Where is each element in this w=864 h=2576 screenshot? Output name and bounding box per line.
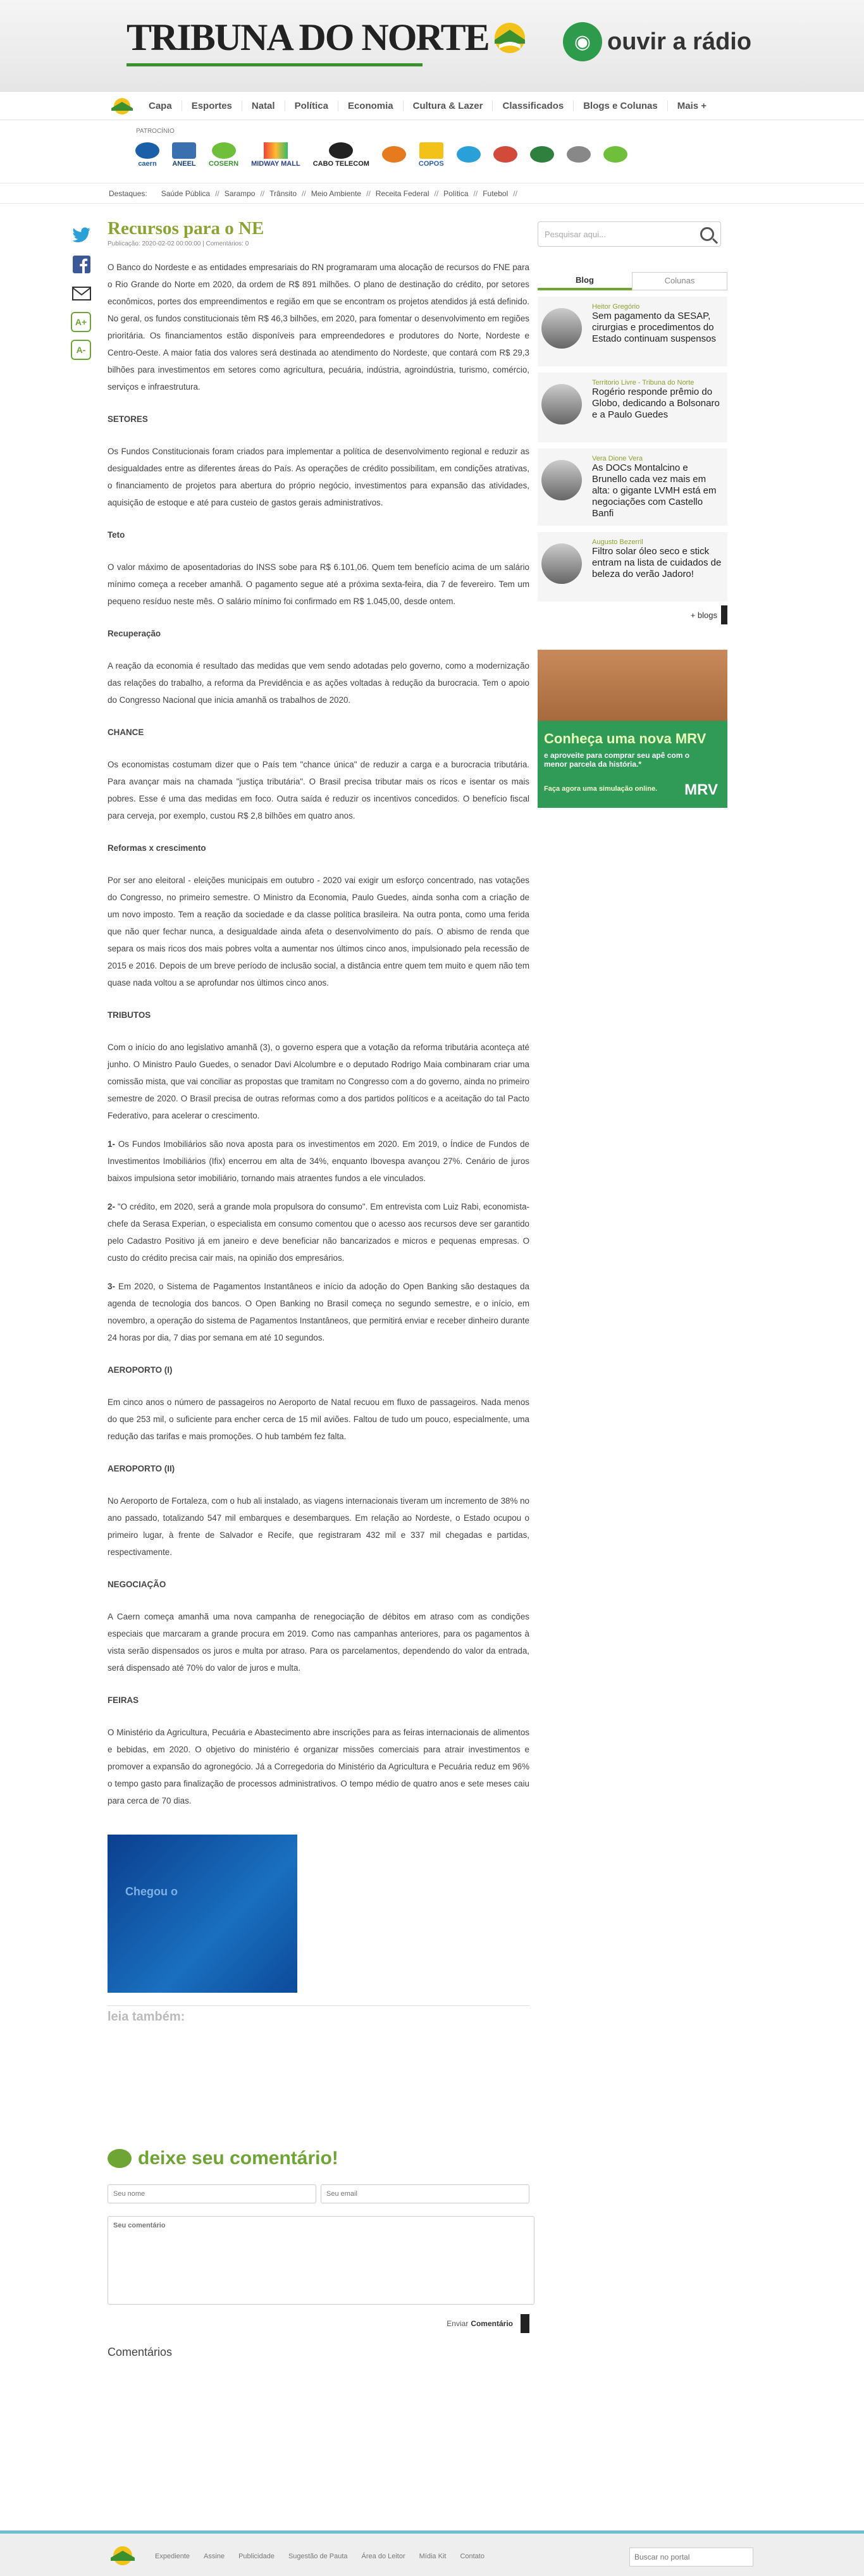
arrow-icon [721,605,727,624]
search-icon[interactable] [700,227,714,241]
blog-author: Vera Dione Vera [592,455,643,462]
send-arrow-icon [521,2314,529,2333]
item-number: 1- [108,1139,115,1149]
separator: // [302,189,306,198]
avatar [541,384,582,424]
site-header [0,0,864,92]
sponsor-6[interactable] [380,138,409,172]
more-blogs-link[interactable] [538,605,727,624]
sponsor-aneel-logo-icon [172,142,196,159]
highlight-link[interactable]: Futebol [483,189,509,198]
ad-subtitle: e aproveite para comprar seu apê com o menor parcela da história.* [544,751,690,769]
blog-headline: Sem pagamento da SESAP, cirurgias e procedimentos do Estado continuam suspensos [592,311,716,344]
ad-brand: MRV [684,781,718,798]
paragraph: Os economistas costumam dizer que o País tem "chance única" de reduzir a carga e a burocracia tributária. Para avançar mais na chamada "justiça tributária". O Brasil precisa tributar mais os ricos e isentar os mais pobres. Esse é uma das medidas em foco. Outra saída é reduzir os incentivos concedidos. O benefício fiscal para cerveja, por exemplo, custou R$ 2,8 bilhões em quatro anos. [108,760,529,820]
sponsor-logo-icon [382,146,406,163]
item-number: 3- [108,1282,115,1291]
image-caption: Chegou o [125,1885,178,1898]
paragraph: O Banco do Nordeste e as entidades empresariais do RN programaram uma alocação de recursos do FNE para o Rio Grande do Norte em 2020, da ordem de R$ 891 milhões. O plano de destinação do crédito, por setores econômicos, portes dos empreendimentos e região em que se encontram os projetos atendidos já está definido. No geral, os fundos constitucionais têm R$ 46,3 bilhões, em 2020, para fomentar o desenvolvimento em regiões prioritária. Os financiamentos estão disponíveis para empreendedores e produtores do Norte, Nordeste e Centro-Oeste. A maior fatia dos valores será destinada ao atendimento do Nordeste, que contará com R$ 29,3 bilhões para investimentos em setores como agricultura, pecuária, indústria, agroindústria, turismo, comércio, serviços e infraestrutura. [108,263,529,392]
ad-footer: Faça agora uma simulação online. [544,785,658,793]
avatar [541,543,582,584]
sidebar-tabs [538,272,727,290]
blog-headline: As DOCs Montalcino e Brunello cada vez mais em alta: o gigante LVMH está em negociações com Castello Banfi [592,462,717,519]
sponsor-9[interactable] [491,138,520,172]
font-increase-button[interactable]: A+ [71,312,91,332]
blog-item[interactable] [538,297,727,366]
avatar [541,460,582,500]
paragraph-text: "O crédito, em 2020, será a grande mola propulsora do consumo". Em entrevista com Luiz Rabi, economista-chefe da Serasa Experian, o especialista em consumo comentou que o acesso aos recursos deve ser garantido pelo Cadastro Positivo já em janeiro e deve beneficiar não bancarizados e micros e pequenas empresas. O custo do crédito precisa cair mais, na opinião dos empresários. [108,1202,529,1263]
paragraph: No Aeroporto de Fortaleza, com o hub ali instalado, as viagens internacionais tiveram um incremento de 38% no ano passado, totalizando 547 mil embarques e desembarques. Em relação ao Nordeste, o Estado ocupou o primeiro lugar, à frente de Salvador e Recife, que registraram 432 mil e 337 mil chegadas e partidas, respectivamente. [108,1496,529,1557]
sponsor-logo-icon [603,146,627,163]
footer-logo-icon[interactable] [109,2545,137,2567]
nav-item-esportes[interactable]: Esportes [182,101,242,111]
home-logo-icon[interactable] [109,97,135,116]
avatar [541,308,582,349]
sponsor-label: COPOS [418,160,444,168]
sponsor-label: ANEEL [172,160,196,168]
sponsors-bar [0,120,864,183]
sponsor-11[interactable] [564,138,593,172]
sponsor-midway-logo-icon [264,142,288,159]
logo-underline [127,63,423,66]
nav-item-economia[interactable]: Economia [338,101,404,111]
nav-item-cultura-lazer[interactable]: Cultura & Lazer [404,101,493,111]
blog-item[interactable] [538,449,727,526]
section-heading: TRIBUTOS [108,1010,151,1020]
article-body [108,259,529,1809]
paragraph: O valor máximo de aposentadorias do INSS sobe para R$ 6.101,06. Quem tem benefício acima de um salário mínimo começa a receber amanhã. O pagamento segue até a próxima sexta-feira, dia 7 de fevereiro. Tem um pequeno resíduo neste mês. O salário mínimo foi confirmado em R$ 1.045,00, desde ontem. [108,562,529,606]
listen-radio-button[interactable] [563,22,751,61]
paragraph: Por ser ano eleitoral - eleições municipais em outubro - 2020 vai exigir um esforço concentrado, nas votações do Congresso, no primeiro semestre. O Ministro da Economia, Paulo Guedes, ainda sonha com a criação de um novo imposto. Tem a reação da sociedade e da classe política brasileira. Na outra ponta, como uma ferida que não quer fechar nunca, a desigualdade ainda afeta o desenvolvimento do país. O abismo de renda que separa os mais ricos dos mais pobres volta a aumentar nos últimos cinco anos, impulsionado pela recessão de 2015 e 2016. Depois de um breve período de inclusão social, a distância entre quem tem muito e quem não tem quase nada voltou a se aprofundar nos últimos cinco anos. [108,876,529,988]
highlight-link[interactable]: Meio Ambiente [311,189,362,198]
send-comment-button[interactable] [108,2314,529,2333]
highlight-link[interactable]: Trânsito [269,189,297,198]
sponsor-label: MIDWAY MALL [251,160,300,168]
sidebar-search[interactable] [538,221,721,247]
tab-blog[interactable]: Blog [538,272,632,290]
nav-item-natal[interactable]: Natal [242,101,285,111]
search-placeholder: Pesquisar aqui... [545,229,606,239]
sponsor-cabo-logo-icon [329,142,353,159]
comment-field[interactable] [108,2216,534,2305]
blog-author: Territorio Livre - Tribuna do Norte [592,379,694,387]
paragraph: A Caern começa amanhã uma nova campanha de renegociação de débitos em atraso com as condições especiais que marcaram a grande procura em 2019. Como nas campanhas anteriores, para os pagamentos à vista serão dispensados os juros e multa por atraso. Para os parcelamentos, dependendo do valor da entrada, será dispensado até 70% do valor de juros e multa. [108,1612,529,1673]
blog-item[interactable] [538,373,727,442]
section-heading: CHANCE [108,728,144,737]
separator: // [434,189,439,198]
numbered-paragraph [108,1278,529,1346]
sponsors-label: PATROCÍNIO [136,128,175,135]
font-decrease-button[interactable]: A- [71,340,91,360]
paragraph: O Ministério da Agricultura, Pecuária e Abastecimento abre inscrições para as feiras internacionais de alimentos e bebidas, em 2020. O objetivo do ministério é organizar missões comerciais para atrair investimentos e promover a expansão do agronegócio. Já a Corregedoria do Ministério da Agricultura e Pecuária reduz em 96% o tempo gasto para finalização de processos administrativos. O tempo médio de quatro anos e sete meses caiu para cerca de 70 dias. [108,1728,529,1805]
facebook-icon[interactable] [71,254,92,275]
paragraph: Em cinco anos o número de passageiros no Aeroporto de Natal recuou em fluxo de passageiros. Nada menos do que 253 mil, o suficiente para encher cerca de 15 mil aviões. Faltou de tudo um pouco, especialmente, uma redução das tarifas e mais promoções. O hub também fez falta. [108,1397,529,1441]
blog-headline: Filtro solar óleo seco e stick entram na lista de cuidados de beleza do verão Jadoro! [592,546,722,579]
separator: // [513,189,517,198]
separator: // [366,189,371,198]
speech-bubble-icon [108,2149,132,2168]
section-heading: Teto [108,530,125,540]
read-also-heading: leia também: [108,2005,529,2024]
sponsor-label: CABO TELECOM [312,160,369,168]
highlight-link[interactable]: Receita Federal [375,189,429,198]
sponsor-midway[interactable] [249,138,303,172]
article-image [108,1835,297,1993]
sponsor-label: caern [138,160,157,168]
numbered-paragraph [108,1136,529,1187]
send-label: Comentário [471,2319,513,2328]
footer-link[interactable]: Expediente [155,2553,190,2560]
item-number: 2- [108,1202,115,1211]
comment-section-title [108,2148,529,2169]
sponsor-caern[interactable] [133,138,162,172]
more-blogs-label: + blogs [690,610,717,620]
tab-colunas[interactable]: Colunas [632,272,727,290]
highlight-link[interactable]: Política [443,189,469,198]
footer-search-input[interactable] [629,2548,753,2567]
blog-item[interactable] [538,532,727,602]
footer-link[interactable]: Mídia Kit [419,2553,447,2560]
blog-author: Augusto Bezerril [592,538,643,546]
nav-item-mais[interactable]: Mais + [677,101,707,111]
highlights-label: Destaques: [109,189,147,198]
paragraph-text: Os Fundos Imobiliários são nova aposta para os investimentos em 2020. Em 2019, o Índice de Fundos de Investimentos Imobiliários (Ifix) encerrou em alta de 34%, enquanto Ibovespa avançou 27%. Cenário de juros baixos impulsiona setor imobiliário, tornando mais atraentes fundos a ele vinculados. [108,1139,529,1183]
sponsor-logo-icon [493,146,517,163]
footer-link[interactable]: Publicidade [238,2553,275,2560]
sponsor-label: COSERN [209,160,239,168]
highlight-link[interactable]: Saúde Pública [161,189,211,198]
radio-broadcast-icon: ◉ [563,22,602,61]
nav-item-politica[interactable]: Política [285,101,338,111]
comments-heading: Comentários [108,2346,173,2358]
blog-headline: Rogério responde prêmio do Globo, dedicando a Bolsonaro e a Paulo Guedes [592,387,720,420]
sponsor-caern-logo-icon [135,142,159,159]
highlight-link[interactable]: Sarampo [224,189,256,198]
sponsor-10[interactable] [528,138,557,172]
nav-item-classificados[interactable]: Classificados [493,101,574,111]
paragraph: Os Fundos Constitucionais foram criados para implementar a política de desenvolvimento regional e reduzir as desigualdades entre as diferentes áreas do País. As operações de crédito possibilitam, em condições atrativas, o financiamento de projetos para abertura do próprio negócio, investimentos para expansão das atividades, aquisição de estoque e até para custeio de gastos gerais administrativos. [108,447,529,507]
sponsor-8[interactable] [454,138,483,172]
sponsor-logo-icon [530,146,554,163]
footer-link[interactable]: Área do Leitor [361,2553,405,2560]
sponsor-aneel[interactable] [170,138,199,172]
separator: // [260,189,265,198]
comment-title-text: deixe seu comentário! [138,2148,338,2169]
mrv-ad-banner[interactable] [538,650,727,808]
sponsor-copos[interactable] [416,138,447,172]
section-heading: Reformas x crescimento [108,843,206,853]
section-heading: NEGOCIAÇÃO [108,1580,166,1589]
numbered-paragraph [108,1198,529,1266]
separator: // [215,189,219,198]
sponsor-12[interactable] [601,138,630,172]
section-heading: FEIRAS [108,1695,139,1705]
section-heading: AEROPORTO (II) [108,1464,175,1473]
article [108,218,529,2359]
sponsor-cabo[interactable] [311,138,372,172]
article-meta: Publicação: 2020-02-02 00:00:00 | Comentários: 0 [108,240,249,247]
blog-author: Heitor Gregório [592,303,640,311]
sponsor-copos-logo-icon [419,142,443,159]
share-toolbar [71,225,94,368]
paragraph-text: Em 2020, o Sistema de Pagamentos Instantâneos e início da adoção do Open Banking são destaques da agenda de tecnologia dos bancos. O Open Banking no Brasil começa no segundo semestre, e o início, em novembro, a operação do sistema de Pagamentos Instantâneos, que permitirá enviar e receber dinheiro durante 24 horas por dia, 7 dias por semana em até 10 segundos. [108,1282,529,1342]
site-footer [0,2530,864,2576]
sponsor-logo-icon [457,146,481,163]
article-title: Recursos para o NE [108,218,264,238]
paragraph: Com o início do ano legislativo amanhã (3), o governo espera que a votação da reforma tributária aconteça até junho. O Ministro Paulo Guedes, o senador Davi Alcolumbre e o deputado Rodrigo Maia combinaram criar uma comissão mista, que vai conciliar as propostas que tramitam no Congresso com a do governo, ainda no primeiro semestre de 2020. O Brasil precisa de outras reformas como a dos partidos políticos e a aceitação do tal Pacto Federativo, para acelerar o crescimento. [108,1043,529,1120]
email-field[interactable] [321,2184,529,2203]
send-prefix: Enviar [447,2319,469,2328]
section-heading: AEROPORTO (I) [108,1365,173,1375]
site-logo[interactable] [127,16,527,59]
footer-links [155,2553,498,2560]
twitter-icon[interactable] [71,225,92,246]
sponsor-logo-icon [567,146,591,163]
sponsor-cosern-logo-icon [212,142,236,159]
ad-title: Conheça uma nova MRV [544,731,707,746]
email-icon[interactable] [71,283,92,304]
separator: // [473,189,478,198]
highlights-bar [0,183,864,204]
logo-emblem-icon [493,21,527,55]
paragraph: A reação da economia é resultado das medidas que vem sendo adotadas pelo governo, como a modernização das relações do trabalho, a reforma da Previdência e as ações voltadas à redução da burocracia. Tem o apoio do Congresso Nacional que inicia amanhã os trabalhos de 2020. [108,661,529,705]
name-field[interactable] [108,2184,316,2203]
footer-link[interactable]: Sugestão de Pauta [288,2553,348,2560]
footer-link[interactable]: Assine [204,2553,225,2560]
logo-text: TRIBUNA DO NORTE [127,16,489,58]
section-heading: SETORES [108,414,148,424]
nav-item-capa[interactable]: Capa [139,101,182,111]
main-nav [0,92,864,120]
section-heading: Recuperação [108,629,161,638]
sidebar [538,221,727,808]
nav-item-blogs-colunas[interactable]: Blogs e Colunas [574,101,668,111]
footer-link[interactable]: Contato [460,2553,484,2560]
sponsor-cosern[interactable] [206,138,241,172]
radio-label: ouvir a rádio [607,28,752,55]
